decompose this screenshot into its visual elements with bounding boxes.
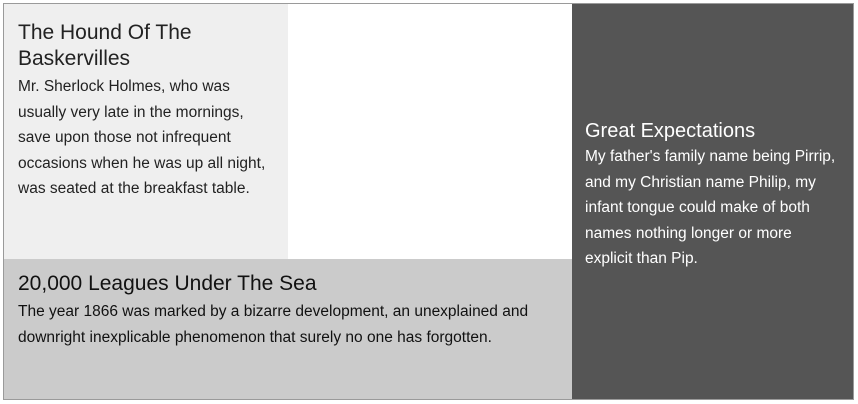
book-title: Great Expectations (585, 120, 756, 142)
book-excerpt: The year 1866 was marked by a bizarre development, an unexplained and downright inexplicable phenomenon that surely no one has forgotten. (18, 303, 529, 346)
book-card-hound (4, 4, 288, 259)
book-title: The Hound Of The Baskervilles (18, 21, 192, 70)
book-excerpt: Mr. Sherlock Holmes, who was usually very late in the mornings, save upon those not infrequent occasions when he was up all night, was seated at the breakfast table. (18, 78, 266, 197)
book-grid (3, 3, 854, 400)
book-excerpt: My father's family name being Pirrip, and my Christian name Philip, my infant tongue could make of both names nothing longer or more explicit than Pip. (585, 148, 836, 267)
book-card-expectations (572, 4, 854, 400)
book-title: 20,000 Leagues Under The Sea (18, 272, 317, 295)
book-card-leagues (4, 259, 572, 400)
